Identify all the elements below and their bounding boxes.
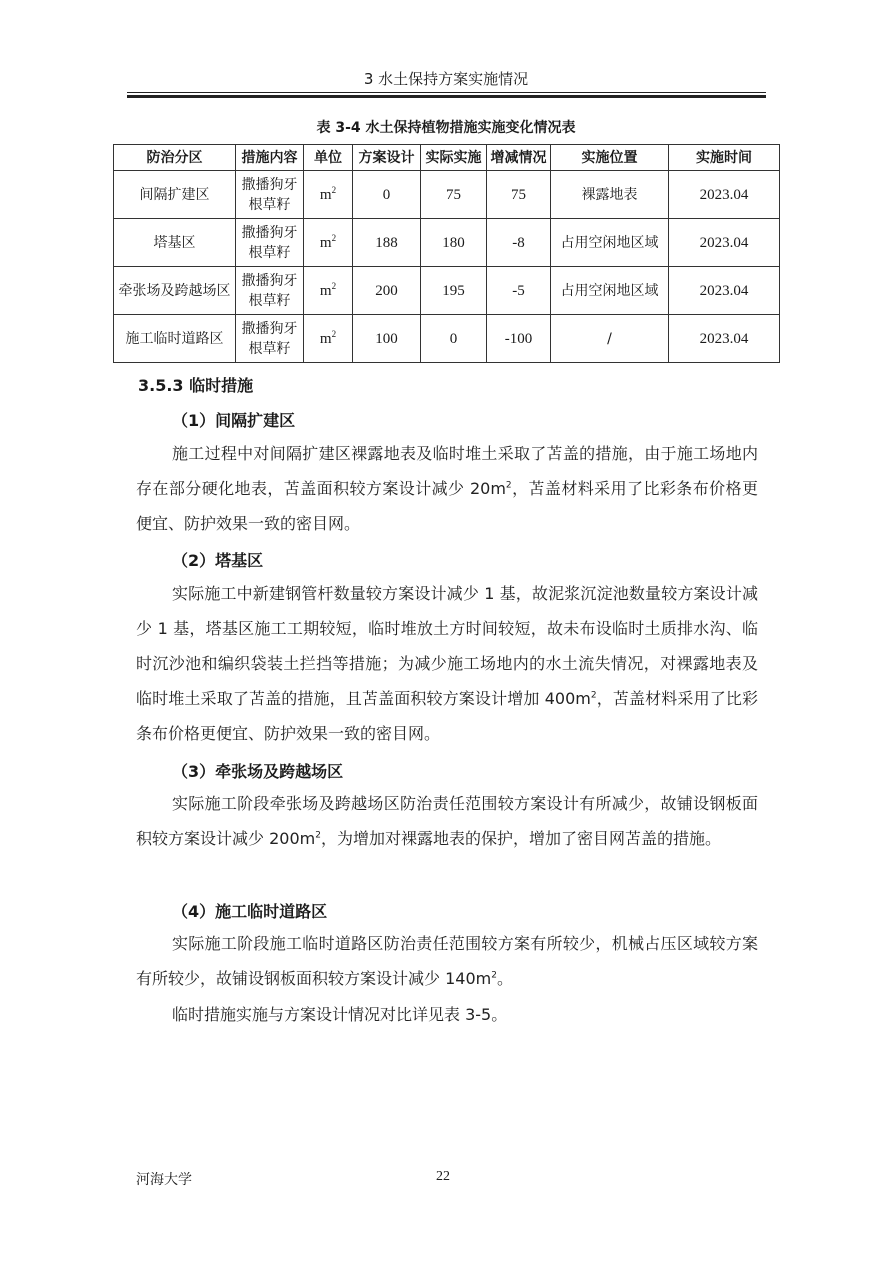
col-header: 增减情况 <box>487 145 551 171</box>
cell-change: -100 <box>487 315 551 363</box>
cell-unit: $m^2$ <box>304 219 353 267</box>
cell-date: 2023.04 <box>669 267 780 315</box>
cell-location: 裸露地表 <box>551 171 669 219</box>
paragraph-4: 实际施工阶段施工临时道路区防治责任范围较方案有所较少，机械占压区域较方案有所较少，故铺设钢板面积较方案设计减少 $140m^2$。 <box>136 934 758 988</box>
col-header: 方案设计 <box>353 145 421 171</box>
cell-actual: 75 <box>421 171 487 219</box>
cell-unit: $m^2$ <box>304 171 353 219</box>
cell-change: -8 <box>487 219 551 267</box>
cell-location: 占用空闲地区域 <box>551 219 669 267</box>
cell-location: 占用空闲地区域 <box>551 267 669 315</box>
cell-zone: 牵张场及跨越场区 <box>114 267 236 315</box>
cell-zone: 间隔扩建区 <box>114 171 236 219</box>
table-row <box>114 219 780 267</box>
header-rule-thin <box>127 92 766 93</box>
cell-measure: 撒播狗牙根草籽 <box>236 267 304 315</box>
measures-table <box>113 144 780 363</box>
paragraph-3: 实际施工阶段牵张场及跨越场区防治责任范围较方案设计有所减少，故铺设钢板面积较方案设计减少 $200m^2$，为增加对裸露地表的保护，增加了密目网苫盖的措施。 <box>136 794 758 848</box>
cell-design: 200 <box>353 267 421 315</box>
col-header: 单位 <box>304 145 353 171</box>
cell-measure: 撒播狗牙根草籽 <box>236 171 304 219</box>
cell-measure: 撒播狗牙根草籽 <box>236 315 304 363</box>
subheading-3: （3）牵张场及跨越场区 <box>172 762 344 781</box>
cell-design: 0 <box>353 171 421 219</box>
cell-actual: 180 <box>421 219 487 267</box>
cell-change: 75 <box>487 171 551 219</box>
cell-design: 100 <box>353 315 421 363</box>
cell-date: 2023.04 <box>669 315 780 363</box>
cell-zone: 塔基区 <box>114 219 236 267</box>
table-row <box>114 171 780 219</box>
paragraph-1: 施工过程中对间隔扩建区裸露地表及临时堆土采取了苫盖的措施，由于施工场地内存在部分硬化地表，苫盖面积较方案设计减少 $20m^2$，苫盖材料采用了比彩条布价格更便宜、防护效果一致的密目网。 <box>136 444 758 533</box>
col-header: 措施内容 <box>236 145 304 171</box>
col-header: 实施位置 <box>551 145 669 171</box>
cell-date: 2023.04 <box>669 219 780 267</box>
footer-institution: 河海大学 <box>136 1172 192 1188</box>
cell-measure: 撒播狗牙根草籽 <box>236 219 304 267</box>
col-header: 防治分区 <box>114 145 236 171</box>
table-caption: 表 3-4 水土保持植物措施实施变化情况表 <box>316 120 576 136</box>
subheading-2: （2）塔基区 <box>172 551 264 570</box>
running-header: 3 水土保持方案实施情况 <box>363 70 529 88</box>
cell-date: 2023.04 <box>669 171 780 219</box>
cell-unit: $m^2$ <box>304 267 353 315</box>
paragraph-2: 实际施工中新建钢管杆数量较方案设计减少 1 基，故泥浆沉淀池数量较方案设计减少 1 基，塔基区施工工期较短，临时堆放土方时间较短，故未布设临时土质排水沟、临时沉沙池和编织袋装土拦挡等措施；为减少施工场地内的水土流失情况，对裸露地表及临时堆土采取了苫盖的措施，且苫盖面积较方案设计增加 $400m^2$，苫盖材料采用了比彩条布价格更便宜、防护效果一致的密目网。 <box>136 584 758 743</box>
cell-design: 188 <box>353 219 421 267</box>
page-number: 22 <box>436 1169 450 1184</box>
paragraph-5: 临时措施实施与方案设计情况对比详见表 3-5。 <box>172 1005 508 1024</box>
subheading-1: （1）间隔扩建区 <box>172 411 296 430</box>
header-rule-thick <box>127 95 766 98</box>
cell-change: -5 <box>487 267 551 315</box>
cell-actual: 195 <box>421 267 487 315</box>
cell-zone: 施工临时道路区 <box>114 315 236 363</box>
col-header: 实施时间 <box>669 145 780 171</box>
table-header-row <box>114 145 780 171</box>
table-row <box>114 267 780 315</box>
table-row <box>114 315 780 363</box>
cell-actual: 0 <box>421 315 487 363</box>
section-heading: 3.5.3 临时措施 <box>138 376 254 395</box>
col-header: 实际实施 <box>421 145 487 171</box>
subheading-4: （4）施工临时道路区 <box>172 902 328 921</box>
cell-unit: $m^2$ <box>304 315 353 363</box>
cell-location: / <box>551 315 669 363</box>
